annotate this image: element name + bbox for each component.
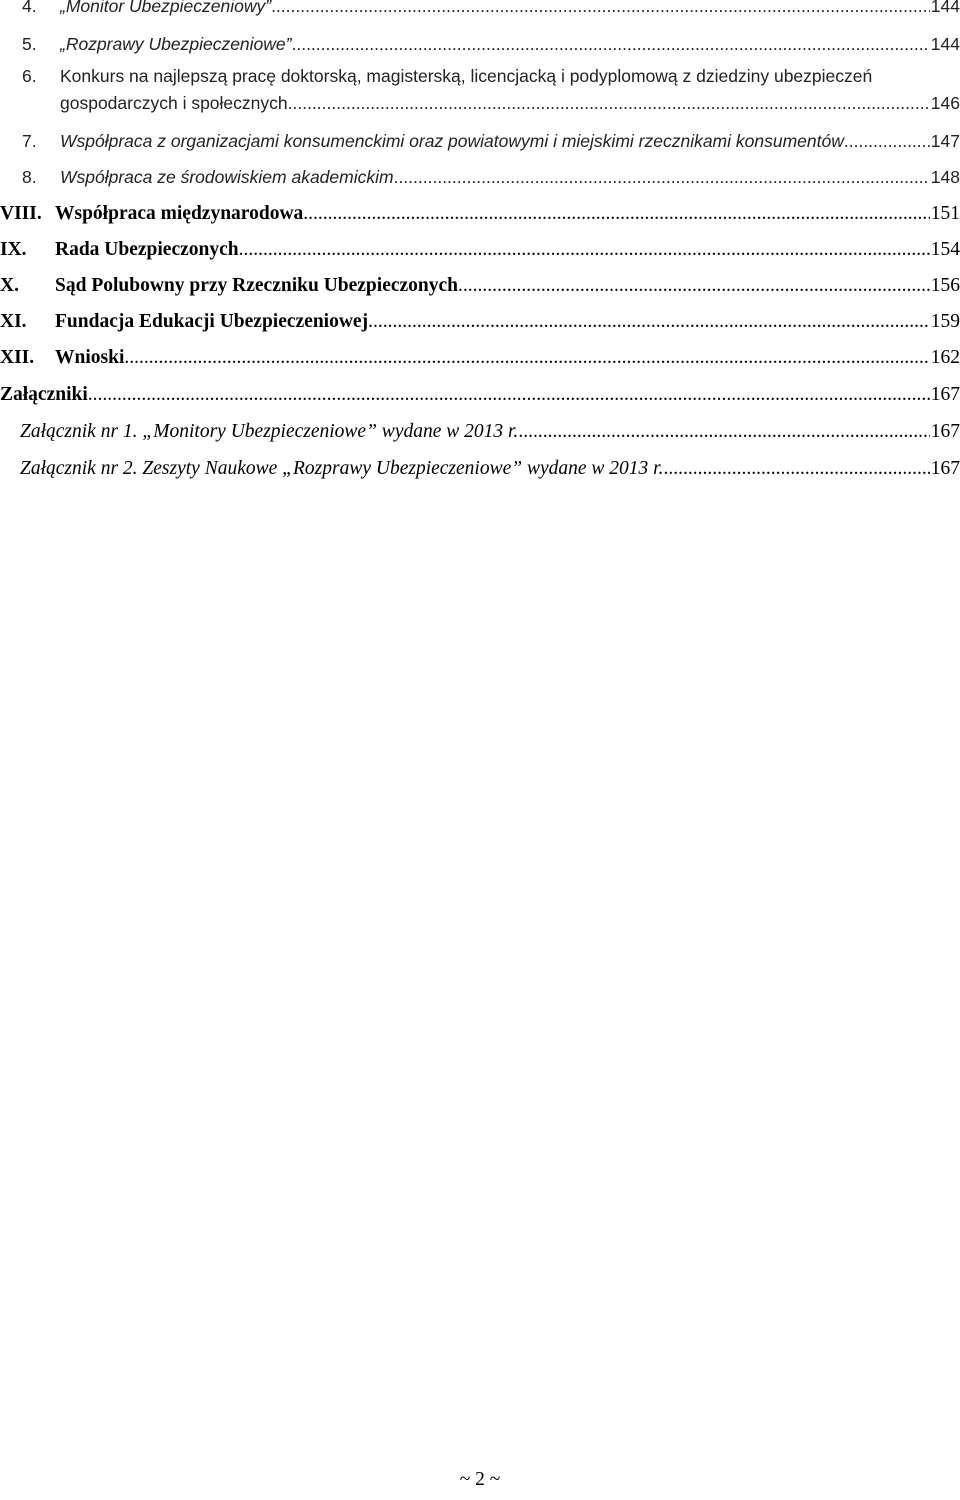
toc-page-number: 156 (930, 275, 960, 296)
toc-dot-leader (288, 89, 930, 117)
toc-chapter-number: X. (0, 275, 19, 296)
toc-page-number: 144 (930, 34, 960, 54)
page-number-footer: ~ 2 ~ (459, 1469, 501, 1490)
toc-entry-title-line2: gospodarczych i społecznych (60, 93, 288, 113)
toc-page-number: 144 (930, 0, 960, 16)
toc-entry-8[interactable] (0, 163, 960, 191)
toc-entry-title-line1: Konkurs na najlepszą pracę doktorską, magisterską, licencjacką i podyplomową z dziedziny ubezpieczeń (60, 66, 873, 86)
toc-chapter-ix[interactable] (0, 236, 960, 264)
toc-annex-1[interactable] (0, 418, 960, 446)
toc-entry-7[interactable] (0, 127, 960, 155)
toc-chapter-number: VIII. (0, 203, 42, 224)
toc-page-number: 146 (930, 93, 960, 113)
toc-dot-leader (663, 455, 929, 483)
toc-dot-leader (291, 30, 929, 58)
toc-page-number: 167 (930, 458, 960, 479)
toc-chapter-title: Współpraca międzynarodowa (55, 203, 304, 224)
toc-page-number: 159 (930, 311, 960, 332)
toc-entry-number: 5. (22, 34, 37, 54)
toc-entry-title: Współpraca ze środowiskiem akademickim (60, 167, 394, 187)
toc-dot-leader (124, 344, 929, 372)
toc-entry-title: „Monitor Ubezpieczeniowy” (60, 0, 272, 16)
toc-chapter-number: XII. (0, 347, 35, 368)
toc-dot-leader (88, 381, 930, 409)
toc-entry-5[interactable] (0, 30, 960, 58)
toc-chapter-number: XI. (0, 311, 27, 332)
toc-entry-title: Współpraca z organizacjami konsumenckimi oraz powiatowymi i miejskimi rzecznikami konsumentów (60, 131, 844, 151)
toc-entry-number: 8. (22, 167, 37, 187)
toc-page-number: 167 (930, 421, 960, 442)
toc-chapter-xii[interactable] (0, 344, 960, 372)
toc-dot-leader (368, 308, 930, 336)
toc-page-number: 162 (930, 347, 960, 368)
toc-entry-6[interactable] (0, 89, 960, 117)
toc-entry-title: „Rozprawy Ubezpieczeniowe” (60, 34, 292, 54)
toc-dot-leader (458, 272, 930, 300)
toc-dot-leader (239, 236, 930, 264)
toc-annexes[interactable] (0, 381, 960, 409)
toc-chapter-title: Fundacja Edukacji Ubezpieczeniowej (55, 311, 369, 332)
toc-dot-leader (394, 163, 930, 191)
toc-chapter-x[interactable] (0, 272, 960, 300)
toc-chapter-title: Rada Ubezpieczonych (55, 239, 239, 260)
toc-chapter-xi[interactable] (0, 308, 960, 336)
toc-chapter-title: Sąd Polubowny przy Rzeczniku Ubezpieczonych (55, 275, 459, 296)
toc-entry-4[interactable] (0, 0, 960, 20)
toc-page-number: 167 (930, 384, 960, 405)
toc-page-number: 151 (930, 203, 960, 224)
toc-annex-title: Załącznik nr 1. „Monitory Ubezpieczeniowe” wydane w 2013 r. (20, 421, 519, 442)
toc-entry-number: 4. (22, 0, 37, 16)
toc-page-number: 154 (930, 239, 960, 260)
toc-dot-leader (271, 0, 930, 20)
toc-entry-number: 6. (22, 66, 37, 86)
toc-annex-title: Załącznik nr 2. Zeszyty Naukowe „Rozprawy Ubezpieczeniowe” wydane w 2013 r. (20, 458, 664, 479)
toc-entry-number: 7. (22, 131, 37, 151)
toc-dot-leader (844, 127, 930, 155)
toc-dot-leader (303, 200, 929, 228)
toc-page-number: 147 (930, 131, 960, 151)
toc-annex-2[interactable] (0, 455, 960, 483)
toc-chapter-viii[interactable] (0, 200, 960, 228)
toc-page-number: 148 (930, 167, 960, 187)
toc-entry-6-line1[interactable] (0, 62, 872, 90)
toc-chapter-title: Wnioski (55, 347, 125, 368)
toc-chapter-number: IX. (0, 239, 27, 260)
toc-dot-leader (518, 418, 929, 446)
toc-annexes-title: Załączniki (0, 384, 88, 405)
